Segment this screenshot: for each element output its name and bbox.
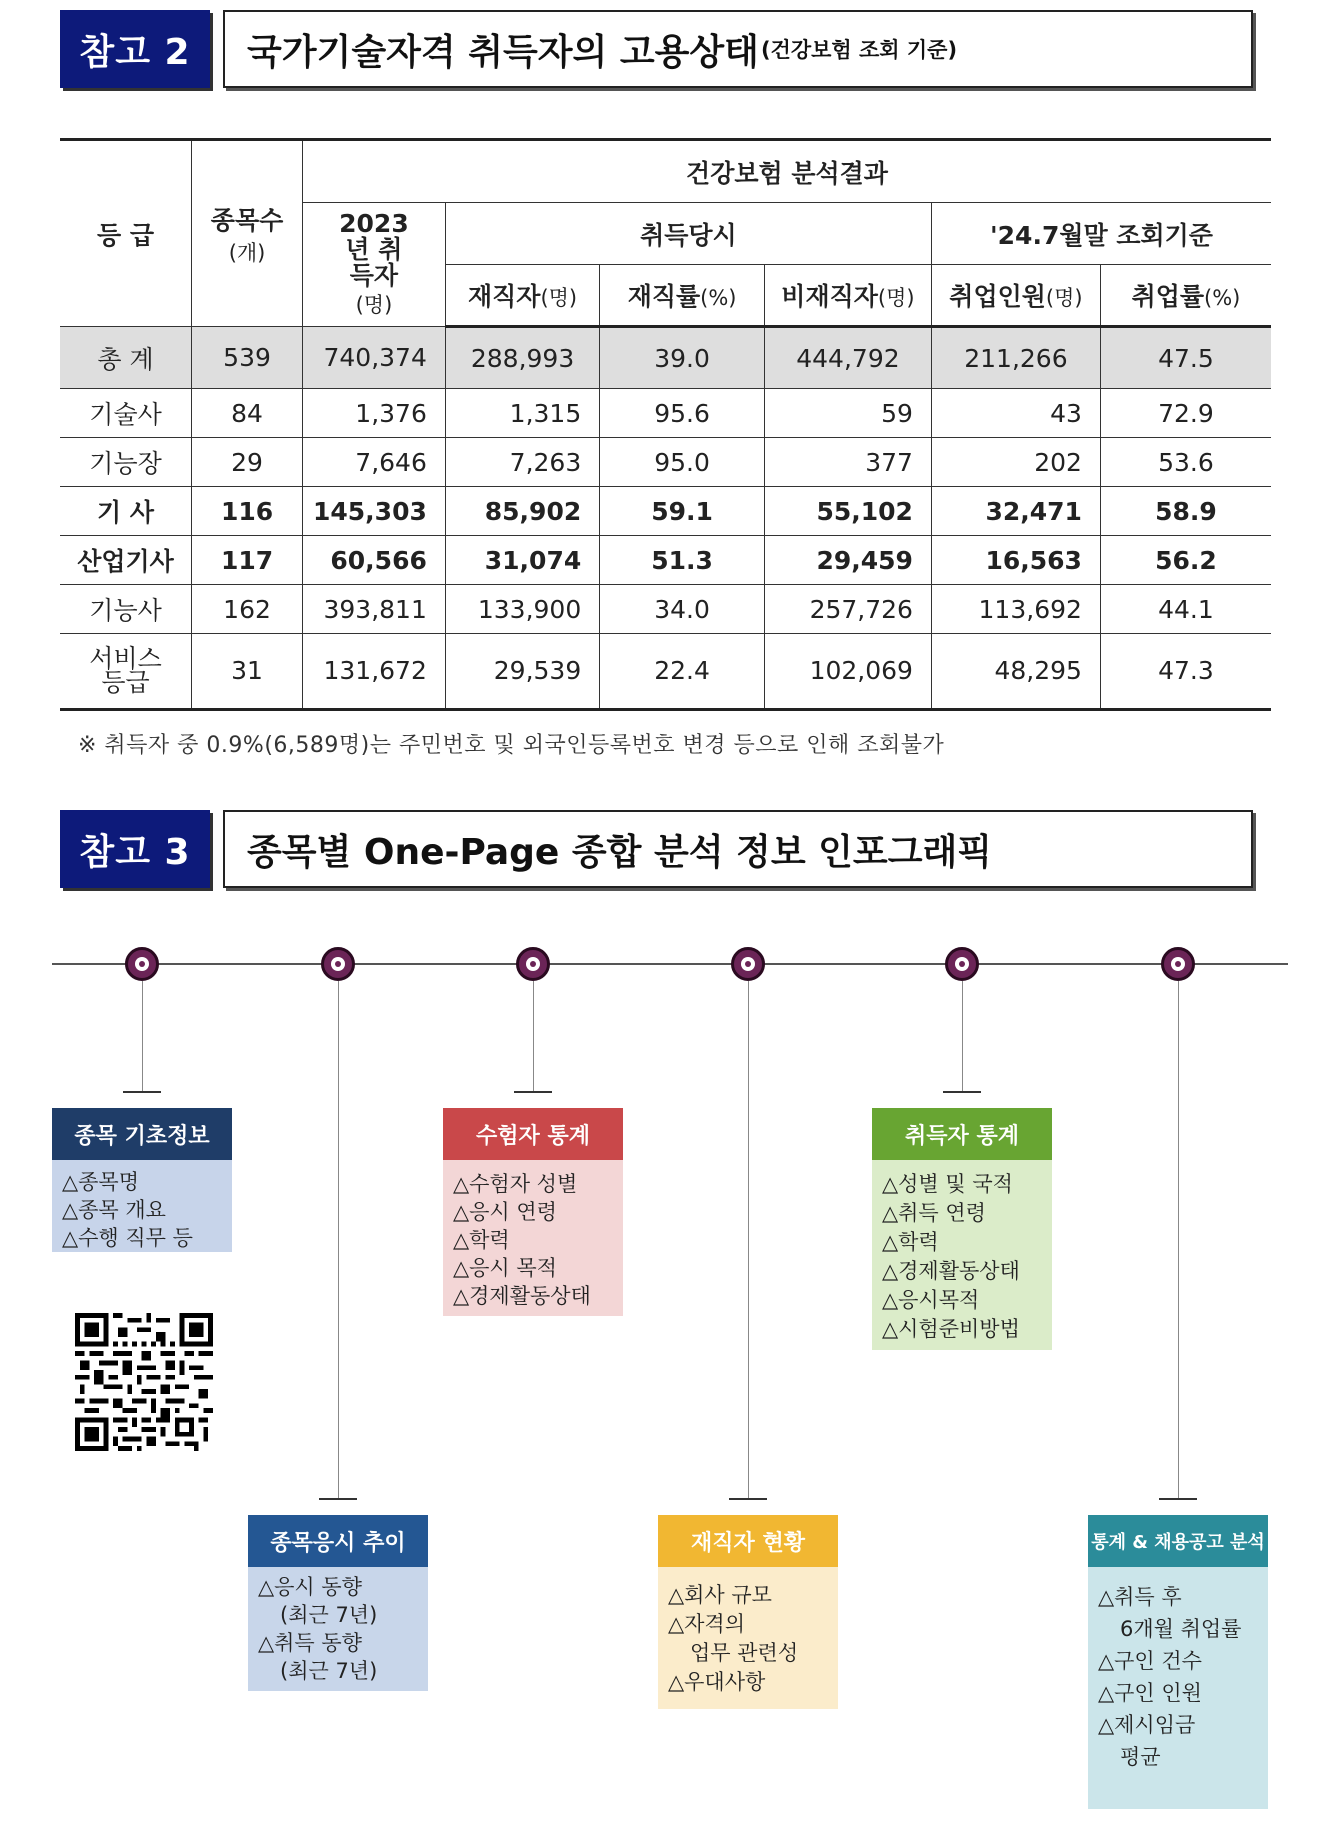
card-body: △수험자 성별 △응시 연령 △학력 △응시 목적 △경제활동상태 <box>443 1160 623 1316</box>
header-jobs: 취업인원(명) <box>931 265 1100 327</box>
cell-jobs: 32,471 <box>931 487 1100 536</box>
cell-acq: 740,374 <box>303 327 446 389</box>
cell-unemp: 377 <box>764 438 931 487</box>
cell-emp-rate: 39.0 <box>600 327 765 389</box>
card-employed-status <box>658 1515 838 1709</box>
connector-bar <box>943 1091 981 1093</box>
table-row <box>60 487 1271 536</box>
cell-emp-rate: 95.0 <box>600 438 765 487</box>
section2-title-sub: (건강보험 조회 기준) <box>760 38 958 62</box>
cell-acq: 131,672 <box>303 634 446 710</box>
cell-items: 84 <box>192 389 303 438</box>
connector-bar <box>729 1498 767 1500</box>
table-footnote: ※ 취득자 중 0.9%(6,589명)는 주민번호 및 외국인등록번호 변경 등으로 인해 조회불가 <box>78 733 945 758</box>
table-row <box>60 389 1271 438</box>
card-title: 통계 & 채용공고 분석 <box>1088 1515 1268 1567</box>
header-unemployed: 비재직자(명) <box>764 265 931 327</box>
cell-unemp: 59 <box>764 389 931 438</box>
timeline-node <box>945 947 979 981</box>
connector-bar <box>319 1498 357 1500</box>
cell-unemp: 444,792 <box>764 327 931 389</box>
cell-grade: 기술사 <box>60 389 192 438</box>
card-body: △성별 및 국적 △취득 연령 △학력 △경제활동상태 △응시목적 △시험준비방법 <box>872 1160 1052 1350</box>
card-acquirer-stats <box>872 1108 1052 1350</box>
cell-grade: 서비스 등급 <box>60 634 192 710</box>
card-exam-trend <box>248 1515 428 1691</box>
section3-title: 종목별 One-Page 종합 분석 정보 인포그래픽 <box>223 810 1253 888</box>
connector-line <box>1178 981 1179 1498</box>
cell-items: 116 <box>192 487 303 536</box>
table-row <box>60 536 1271 585</box>
header-at-acq: 취득당시 <box>445 203 931 265</box>
cell-jobs: 16,563 <box>931 536 1100 585</box>
cell-grade: 기 사 <box>60 487 192 536</box>
header-job-rate: 취업률(%) <box>1100 265 1271 327</box>
card-title: 취득자 통계 <box>872 1108 1052 1160</box>
connector-line <box>142 981 143 1091</box>
cell-unemp: 55,102 <box>764 487 931 536</box>
card-title: 재직자 현황 <box>658 1515 838 1567</box>
connector-line <box>748 981 749 1498</box>
cell-emp-rate: 34.0 <box>600 585 765 634</box>
card-examinee-stats <box>443 1108 623 1316</box>
timeline-node <box>125 947 159 981</box>
cell-jobs: 43 <box>931 389 1100 438</box>
header-items: 종목수 (개) <box>192 140 303 327</box>
cell-acq: 7,646 <box>303 438 446 487</box>
timeline-node <box>731 947 765 981</box>
cell-emp-rate: 59.1 <box>600 487 765 536</box>
cell-items: 162 <box>192 585 303 634</box>
section2-title <box>223 10 1253 88</box>
connector-bar <box>514 1091 552 1093</box>
header-acq2023: 2023년 취득자 (명) <box>303 203 446 327</box>
cell-emp: 85,902 <box>445 487 599 536</box>
cell-items: 539 <box>192 327 303 389</box>
connector-line <box>533 981 534 1091</box>
cell-grade: 기능사 <box>60 585 192 634</box>
cell-unemp: 29,459 <box>764 536 931 585</box>
table-row <box>60 438 1271 487</box>
card-title: 종목응시 추이 <box>248 1515 428 1567</box>
header-group: 건강보험 분석결과 <box>303 140 1272 203</box>
header-employed: 재직자(명) <box>445 265 599 327</box>
cell-acq: 1,376 <box>303 389 446 438</box>
cell-grade: 기능장 <box>60 438 192 487</box>
table-row <box>60 634 1271 710</box>
cell-emp-rate: 51.3 <box>600 536 765 585</box>
section3-tag: 참고 3 <box>60 810 210 888</box>
cell-items: 29 <box>192 438 303 487</box>
header-grade: 등 급 <box>60 140 192 327</box>
cell-emp: 29,539 <box>445 634 599 710</box>
section2-tag: 참고 2 <box>60 10 210 88</box>
card-body: △종목명 △종목 개요 △수행 직무 등 <box>52 1160 232 1252</box>
cell-job-rate: 72.9 <box>1100 389 1271 438</box>
cell-grade: 산업기사 <box>60 536 192 585</box>
cell-emp-rate: 22.4 <box>600 634 765 710</box>
timeline-node <box>516 947 550 981</box>
cell-acq: 60,566 <box>303 536 446 585</box>
connector-bar <box>123 1091 161 1093</box>
cell-acq: 393,811 <box>303 585 446 634</box>
section2-title-main: 국가기술자격 취득자의 고용상태 <box>247 31 759 73</box>
cell-job-rate: 47.5 <box>1100 327 1271 389</box>
connector-line <box>962 981 963 1091</box>
cell-unemp: 102,069 <box>764 634 931 710</box>
cell-job-rate: 53.6 <box>1100 438 1271 487</box>
header-emp-rate: 재직률(%) <box>600 265 765 327</box>
connector-bar <box>1159 1498 1197 1500</box>
cell-jobs: 211,266 <box>931 327 1100 389</box>
card-title: 수험자 통계 <box>443 1108 623 1160</box>
cell-emp: 288,993 <box>445 327 599 389</box>
cell-jobs: 113,692 <box>931 585 1100 634</box>
cell-job-rate: 44.1 <box>1100 585 1271 634</box>
cell-job-rate: 47.3 <box>1100 634 1271 710</box>
card-body: △취득 후 6개월 취업률 △구인 건수 △구인 인원 △제시임금 평균 <box>1088 1567 1268 1809</box>
employment-table <box>60 138 1271 711</box>
cell-emp: 133,900 <box>445 585 599 634</box>
cell-grade: 총 계 <box>60 327 192 389</box>
cell-items: 31 <box>192 634 303 710</box>
cell-emp: 31,074 <box>445 536 599 585</box>
card-basic-info <box>52 1108 232 1252</box>
qr-code-icon <box>75 1313 213 1451</box>
cell-emp: 1,315 <box>445 389 599 438</box>
cell-job-rate: 56.2 <box>1100 536 1271 585</box>
timeline-line <box>52 963 1288 965</box>
card-job-posting-analysis <box>1088 1515 1268 1809</box>
connector-line <box>338 981 339 1498</box>
timeline-node <box>321 947 355 981</box>
table-row <box>60 327 1271 389</box>
cell-jobs: 202 <box>931 438 1100 487</box>
cell-job-rate: 58.9 <box>1100 487 1271 536</box>
cell-emp-rate: 95.6 <box>600 389 765 438</box>
cell-acq: 145,303 <box>303 487 446 536</box>
header-as-of: '24.7월말 조회기준 <box>931 203 1271 265</box>
card-title: 종목 기초정보 <box>52 1108 232 1160</box>
cell-unemp: 257,726 <box>764 585 931 634</box>
cell-emp: 7,263 <box>445 438 599 487</box>
cell-jobs: 48,295 <box>931 634 1100 710</box>
table-row <box>60 585 1271 634</box>
timeline-node <box>1161 947 1195 981</box>
card-body: △회사 규모 △자격의 업무 관련성 △우대사항 <box>658 1567 838 1709</box>
card-body: △응시 동향 (최근 7년) △취득 동향 (최근 7년) <box>248 1567 428 1691</box>
cell-items: 117 <box>192 536 303 585</box>
